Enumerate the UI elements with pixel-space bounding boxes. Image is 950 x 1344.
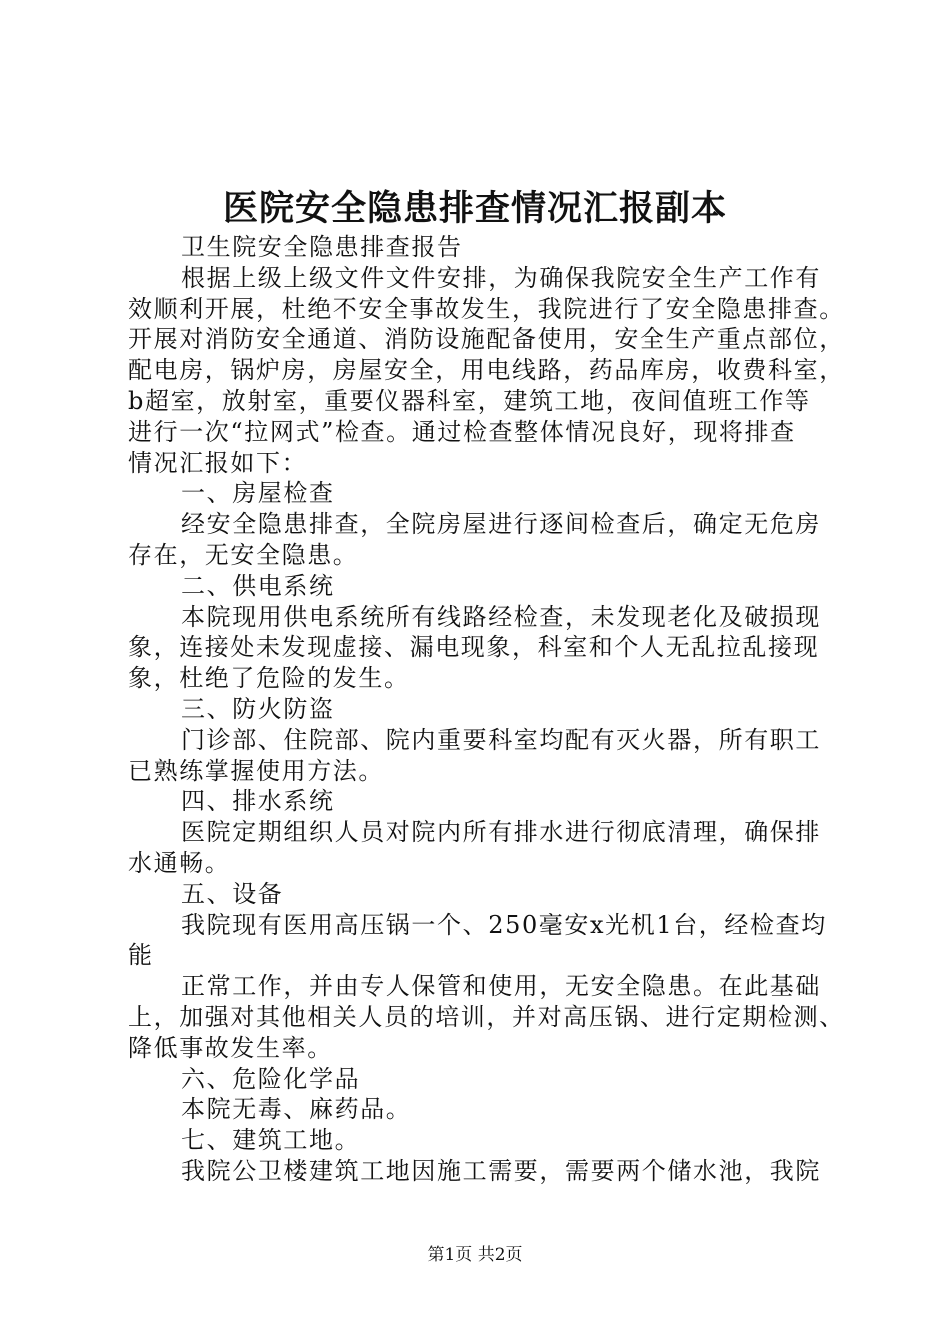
document-line: 配电房，锅炉房，房屋安全，用电线路，药品库房，收费科室， [128,356,845,385]
document-line: 降低事故发生率。 [128,1033,333,1062]
document-line: 已熟练掌握使用方法。 [128,756,384,785]
document-line: 本院无毒、麻药品。 [181,1095,412,1124]
document-line: 医院定期组织人员对院内所有排水进行彻底清理，确保排 [181,818,821,847]
document-line: 能 [128,941,154,970]
document-line: 情况汇报如下： [128,448,308,477]
document-line: 门诊部、住院部、院内重要科室均配有灭火器，所有职工 [181,725,821,754]
document-line: 进行一次“拉网式”检查。通过检查整体情况良好，现将排查 [128,417,796,446]
document-line: 七、建筑工地。 [181,1126,361,1155]
document-body [128,232,848,1187]
document-line: 正常工作，并由专人保管和使用，无安全隐患。在此基础 [181,972,821,1001]
document-line: 本院现用供电系统所有线路经检查，未发现老化及破损现 [181,602,821,631]
document-line: 卫生院安全隐患排查报告 [181,233,463,261]
document-line: 四、排水系统 [181,787,335,816]
document-line: 存在，无安全隐患。 [128,540,359,569]
document-line: 三、防火防盗 [181,694,335,723]
document-line: 五、设备 [181,879,284,908]
document-line: 我院现有医用高压锅一个、250毫安x光机1台，经检查均 [181,910,827,939]
document-line: 六、危险化学品 [181,1064,361,1093]
document-line: 开展对消防安全通道、消防设施配备使用，安全生产重点部位， [128,325,845,354]
document-line: b超室，放射室，重要仪器科室，建筑工地，夜间值班工作等 [128,386,811,415]
document-title: 医院安全隐患排查情况汇报副本 [222,188,727,229]
document-line: 象，连接处未发现虚接、漏电现象，科室和个人无乱拉乱接现 [128,633,820,662]
document-line: 我院公卫楼建筑工地因施工需要，需要两个储水池，我院 [181,1156,821,1185]
document-line: 一、房屋检查 [181,479,335,508]
document-line: 经安全隐患排查，全院房屋进行逐间检查后，确定无危房 [181,510,821,539]
document-line: 水通畅。 [128,848,231,877]
document-line: 二、供电系统 [181,571,335,600]
document-line: 象，杜绝了危险的发生。 [128,664,410,693]
document-line: 上，加强对其他相关人员的培训，并对高压锅、进行定期检测、 [128,1002,845,1031]
document-line: 效顺利开展，杜绝不安全事故发生，我院进行了安全隐患排查。 [128,294,845,323]
page-footer: 第1页 共2页 [427,1245,523,1265]
document-line: 根据上级上级文件文件安排，为确保我院安全生产工作有 [181,263,821,292]
